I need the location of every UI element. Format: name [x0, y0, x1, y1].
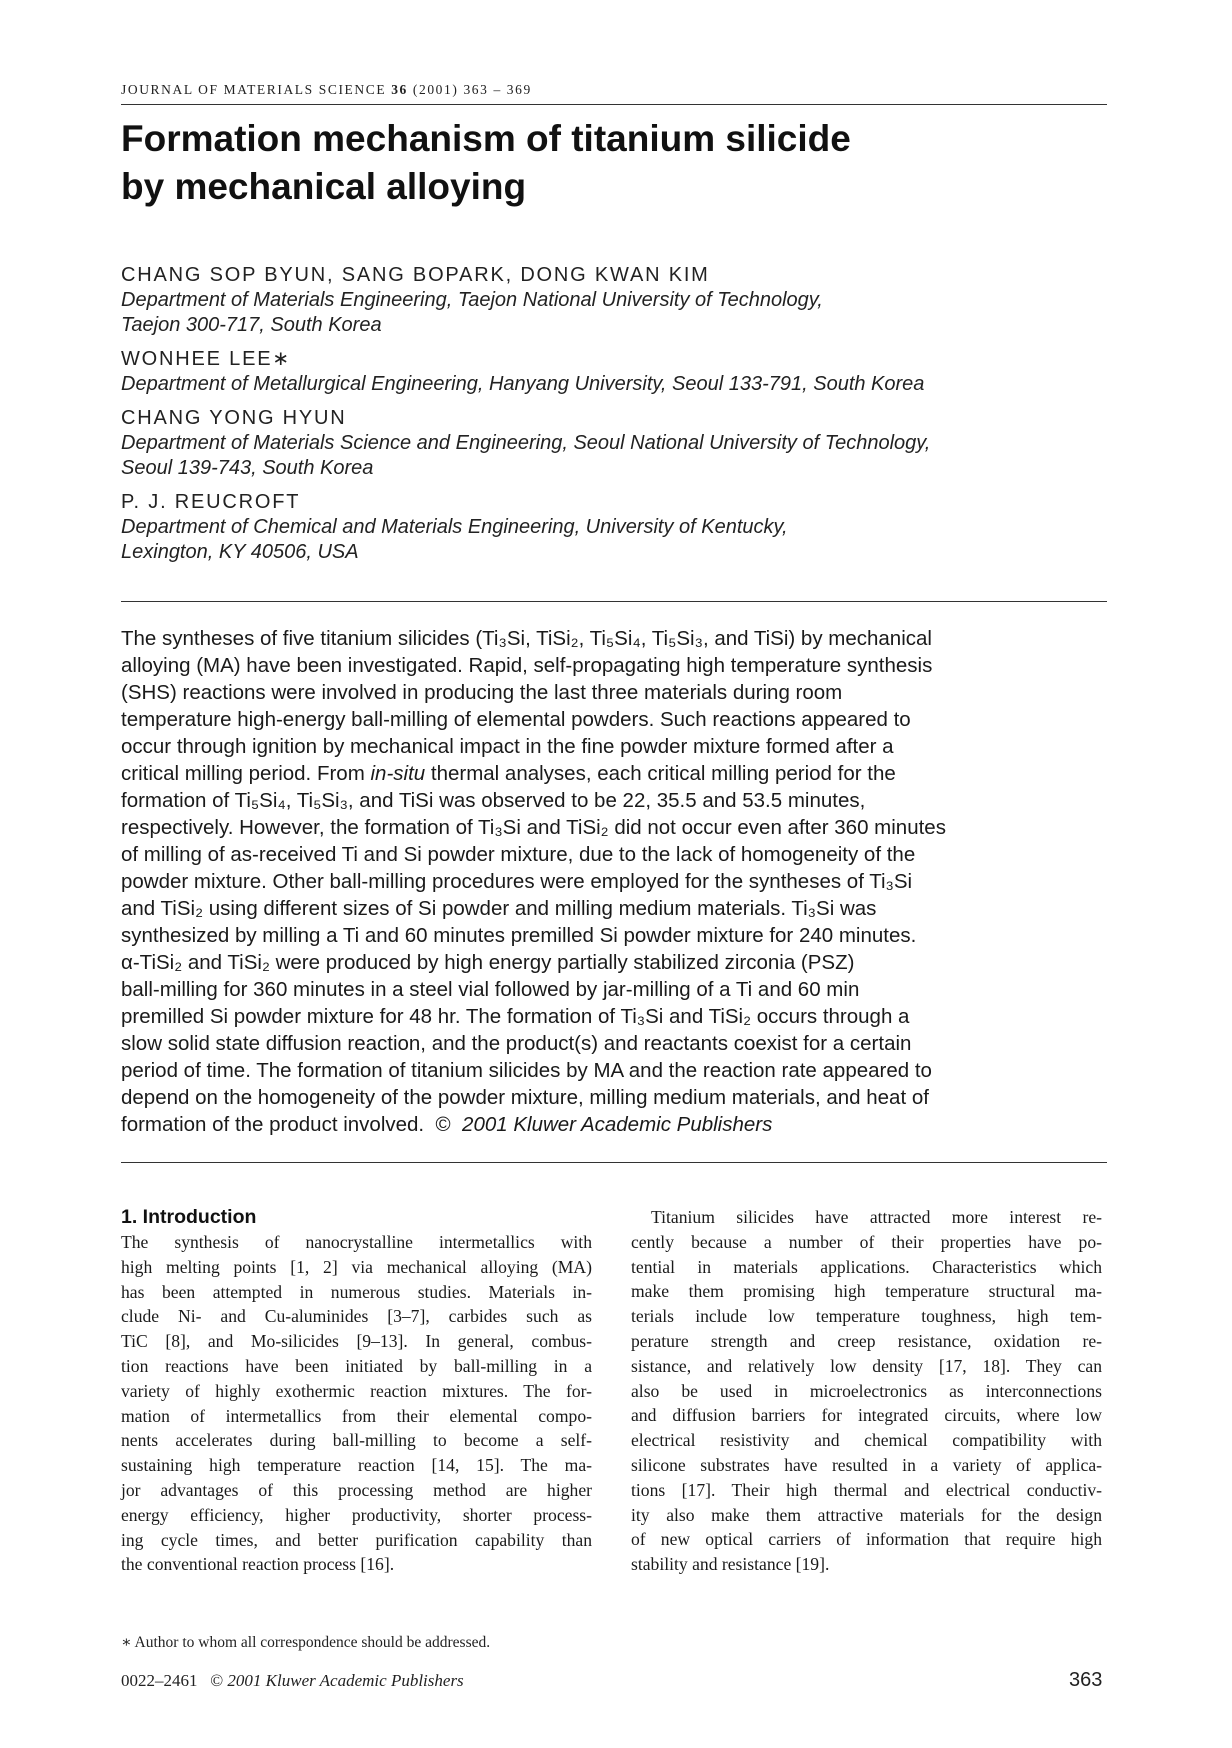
- body-line: clude Ni- and Cu-aluminides [3–7], carbides such as: [121, 1306, 592, 1327]
- journal-name: JOURNAL OF MATERIALS SCIENCE: [121, 82, 387, 97]
- body-line: TiC [8], and Mo-silicides [9–13]. In general, combus-: [121, 1331, 592, 1352]
- affiliation-line: Taejon 300-717, South Korea: [121, 314, 382, 336]
- author-affiliation: [121, 431, 1111, 481]
- copyright-icon: ©: [210, 1671, 224, 1690]
- abstract-bottom-rule: [121, 1162, 1107, 1163]
- header-rule: [121, 104, 1107, 105]
- affiliation-line: Seoul 139-743, South Korea: [121, 457, 374, 479]
- body-line: ing cycle times, and better purification capability than: [121, 1529, 592, 1550]
- body-line: stability and resistance [19].: [631, 1554, 830, 1575]
- abstract-top-rule: [121, 601, 1107, 602]
- body-line: also be used in microelectronics as interconnections: [631, 1380, 1102, 1401]
- abstract-copyright: 2001 Kluwer Academic Publishers: [462, 1113, 773, 1136]
- author-affiliation: [121, 515, 1111, 565]
- affiliation-line: Department of Chemical and Materials Engineering, University of Kentucky,: [121, 516, 788, 538]
- body-column-right: [631, 1205, 1102, 1577]
- abstract-line: respectively. However, the formation of Ti₃Si and TiSi₂ did not occur even after 360 minutes: [121, 816, 946, 839]
- abstract-line: alloying (MA) have been investigated. Rapid, self-propagating high temperature synthesis: [121, 654, 933, 677]
- body-line: electrical resistivity and chemical compatibility with: [631, 1430, 1102, 1451]
- body-line: ity also make them attractive materials for the design: [631, 1504, 1102, 1525]
- author-affiliation: [121, 288, 1111, 338]
- body-line: of new optical carriers of information that require high: [631, 1529, 1102, 1550]
- body-line: sistance, and relatively low density [17, 18]. They can: [631, 1355, 1102, 1376]
- body-line: and diffusion barriers for integrated circuits, where low: [631, 1405, 1102, 1426]
- footer-publication-info: [121, 1671, 464, 1691]
- footer-publisher: 2001 Kluwer Academic Publishers: [227, 1671, 464, 1690]
- body-line: tions [17]. Their high thermal and electrical conductiv-: [631, 1479, 1102, 1500]
- abstract-line: temperature high-energy ball-milling of elemental powders. Such reactions appeared to: [121, 708, 911, 731]
- author-group: [121, 262, 1111, 338]
- abstract-text: critical milling period. From: [121, 762, 371, 785]
- abstract-line: powder mixture. Other ball-milling procedures were employed for the syntheses of Ti₃Si: [121, 870, 913, 893]
- affiliation-line: Lexington, KY 40506, USA: [121, 541, 359, 563]
- abstract-line: and TiSi₂ using different sizes of Si powder and milling medium materials. Ti₃Si was: [121, 897, 877, 920]
- affiliation-line: Department of Metallurgical Engineering, Hanyang University, Seoul 133-791, South Korea: [121, 373, 925, 395]
- body-line: the conventional reaction process [16].: [121, 1554, 395, 1575]
- author-affiliation: [121, 372, 1111, 397]
- author-group: [121, 489, 1111, 565]
- title-line: by mechanical alloying: [121, 166, 527, 207]
- abstract-text: formation of the product involved.: [121, 1113, 425, 1136]
- abstract-line: α-TiSi₂ and TiSi₂ were produced by high energy partially stabilized zirconia (PSZ): [121, 951, 855, 974]
- abstract: [121, 625, 1111, 1138]
- abstract-line: The syntheses of five titanium silicides (Ti₃Si, TiSi₂, Ti₅Si₄, Ti₅Si₃, and TiSi) by mechanical: [121, 627, 932, 650]
- running-head: [121, 82, 532, 98]
- copyright-icon: ©: [435, 1113, 451, 1136]
- abstract-text: thermal analyses, each critical milling period for the: [425, 762, 896, 785]
- abstract-line: formation of Ti₅Si₄, Ti₅Si₃, and TiSi was observed to be 22, 35.5 and 53.5 minutes,: [121, 789, 866, 812]
- journal-volume: 36: [391, 82, 408, 97]
- author-names: CHANG YONG HYUN: [121, 407, 347, 429]
- body-line: high melting points [1, 2] via mechanical alloying (MA): [121, 1256, 592, 1277]
- author-names: WONHEE LEE∗: [121, 348, 291, 370]
- body-line: tential in materials applications. Characteristics which: [631, 1256, 1102, 1277]
- body-column-left: [121, 1205, 592, 1577]
- abstract-line: occur through ignition by mechanical impact in the fine powder mixture formed after a: [121, 735, 894, 758]
- body-line: perature strength and creep resistance, oxidation re-: [631, 1330, 1102, 1351]
- correspondence-footnote: ∗ Author to whom all correspondence should be addressed.: [121, 1634, 491, 1651]
- journal-year-pages: (2001) 363 – 369: [412, 82, 532, 97]
- body-line: tion reactions have been initiated by ball-milling in a: [121, 1355, 592, 1376]
- abstract-line: [121, 760, 1111, 787]
- issn: 0022–2461: [121, 1671, 198, 1690]
- section-heading: 1. Introduction: [121, 1206, 257, 1228]
- abstract-line: (SHS) reactions were involved in producing the last three materials during room: [121, 681, 843, 704]
- page-number: 363: [1069, 1669, 1103, 1691]
- body-line: jor advantages of this processing method are higher: [121, 1479, 592, 1500]
- body-line: Titanium silicides have attracted more interest re-: [651, 1207, 1102, 1227]
- body-line: silicone substrates have resulted in a variety of applica-: [631, 1454, 1102, 1475]
- body-line: has been attempted in numerous studies. Materials in-: [121, 1281, 592, 1302]
- abstract-italic-term: in-situ: [370, 762, 426, 785]
- paper-title: [121, 115, 1101, 211]
- body-line: nents accelerates during ball-milling to become a self-: [121, 1430, 592, 1451]
- title-line: Formation mechanism of titanium silicide: [121, 118, 851, 159]
- body-line: terials include low temperature toughness, high tem-: [631, 1306, 1102, 1327]
- abstract-line: synthesized by milling a Ti and 60 minutes premilled Si powder mixture for 240 minutes.: [121, 924, 917, 947]
- abstract-line: depend on the homogeneity of the powder mixture, milling medium materials, and heat of: [121, 1086, 929, 1109]
- body-line: variety of highly exothermic reaction mixtures. The for-: [121, 1380, 592, 1401]
- body-line: energy efficiency, higher productivity, shorter process-: [121, 1504, 592, 1525]
- abstract-line: of milling of as-received Ti and Si powder mixture, due to the lack of homogeneity of the: [121, 843, 916, 866]
- abstract-line: slow solid state diffusion reaction, and the product(s) and reactants coexist for a certain: [121, 1032, 912, 1055]
- body-line: sustaining high temperature reaction [14, 15]. The ma-: [121, 1455, 592, 1476]
- author-names: P. J. REUCROFT: [121, 491, 301, 513]
- body-line: mation of intermetallics from their elemental compo-: [121, 1405, 592, 1426]
- abstract-line: [121, 1111, 1111, 1138]
- author-list: [121, 262, 1111, 573]
- body-line: The synthesis of nanocrystalline intermetallics with: [121, 1232, 592, 1252]
- body-line: make them promising high temperature structural ma-: [631, 1281, 1102, 1302]
- affiliation-line: Department of Materials Science and Engineering, Seoul National University of Technology,: [121, 432, 931, 454]
- abstract-line: premilled Si powder mixture for 48 hr. The formation of Ti₃Si and TiSi₂ occurs through a: [121, 1005, 910, 1028]
- abstract-line: period of time. The formation of titanium silicides by MA and the reaction rate appeared to: [121, 1059, 932, 1082]
- author-group: [121, 346, 1111, 397]
- author-group: [121, 405, 1111, 481]
- abstract-line: ball-milling for 360 minutes in a steel vial followed by jar-milling of a Ti and 60 min: [121, 978, 860, 1001]
- author-names: CHANG SOP BYUN, SANG BOPARK, DONG KWAN KIM: [121, 264, 710, 286]
- body-line: cently because a number of their properties have po-: [631, 1231, 1102, 1252]
- affiliation-line: Department of Materials Engineering, Taejon National University of Technology,: [121, 289, 823, 311]
